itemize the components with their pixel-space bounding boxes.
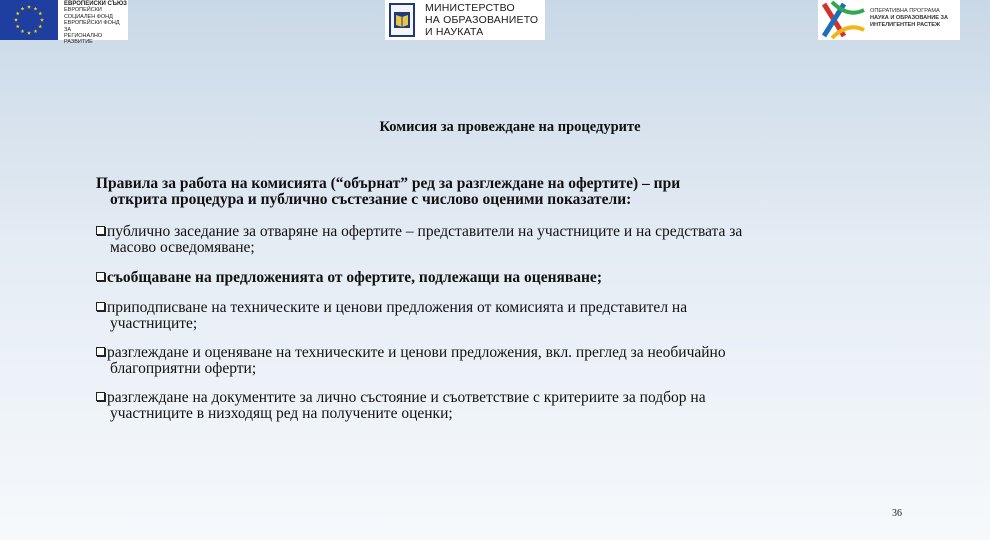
rules-heading-line2: открита процедура и публично състезание с числово оценими показатели: <box>110 191 632 208</box>
bullet-text-line1: публично заседание за отваряне на офертите – представители на участниците и на средствата за <box>107 223 743 240</box>
bullet-item-2 <box>96 270 896 286</box>
bullet-item-1 <box>96 224 896 256</box>
ministry-emblem-icon <box>389 3 415 37</box>
eu-logo-line4: ЕВРОПЕЙСКИ ФОНД ЗА <box>64 20 120 33</box>
checkbox-bullet-icon <box>96 392 105 401</box>
eu-logo-line3: СОЦИАЛЕН ФОНД <box>64 13 113 20</box>
bullet-item-3 <box>96 300 896 332</box>
ministry-logo-text <box>425 2 538 38</box>
bullet-text-line2: участниците в низходящ ред на получените оценки; <box>110 405 453 422</box>
checkbox-bullet-icon <box>96 226 105 235</box>
bullet-text-line2: масово осведомяване; <box>110 239 255 256</box>
bullet-text-line1: разглеждане на документите за лично състояние и съответствие с критериите за подбор на <box>107 389 706 406</box>
checkbox-bullet-icon <box>96 272 105 281</box>
bullet-item-5 <box>96 390 896 422</box>
bullet-text-line2: благоприятни оферти; <box>110 360 257 377</box>
ministry-line1: МИНИСТЕРСТВО <box>425 2 515 14</box>
rules-heading <box>96 176 856 208</box>
eu-flag-icon <box>0 0 58 40</box>
program-logo <box>818 0 960 40</box>
checkbox-bullet-icon <box>96 347 105 356</box>
logo-bar <box>0 0 960 46</box>
bullet-text-line2: участниците; <box>110 315 198 332</box>
ministry-logo <box>385 0 545 40</box>
bullet-text-line1: приподписване на техническите и ценови предложения от комисията и представител на <box>107 299 688 316</box>
eu-logo-title: ЕВРОПЕЙСКИ СЪЮЗ <box>64 1 127 7</box>
program-emblem-icon <box>818 0 868 40</box>
rules-heading-line1: Правила за работа на комисията (“обърнат” ред за разглеждане на офертите) – при <box>96 175 681 192</box>
eu-logo-line5: РЕГИОНАЛНО РАЗВИТИЕ <box>64 33 103 46</box>
program-line3: ИНТЕЛИГЕНТЕН РАСТЕЖ <box>870 22 941 28</box>
bullet-item-4 <box>96 345 896 377</box>
page-number: 36 <box>892 508 902 519</box>
checkbox-bullet-icon <box>96 302 105 311</box>
ministry-line3: И НАУКАТА <box>425 26 484 38</box>
slide-title: Комисия за провеждане на процедурите <box>379 119 641 135</box>
eu-logo <box>0 0 128 46</box>
book-icon <box>393 9 411 31</box>
program-line1: ОПЕРАТИВНА ПРОГРАМА <box>870 8 940 14</box>
program-logo-text <box>870 8 958 29</box>
eu-logo-text <box>58 0 128 46</box>
ministry-line2: НА ОБРАЗОВАНИЕТО <box>425 14 539 26</box>
bullet-text-line1: съобщаване на предложенията от офертите, подлежащи на оценяване; <box>107 269 602 286</box>
eu-stars-icon <box>0 0 58 40</box>
program-line2: НАУКА И ОБРАЗОВАНИЕ ЗА <box>870 15 949 21</box>
eu-logo-line2: ЕВРОПЕЙСКИ <box>64 7 102 14</box>
bullet-text-line1: разглеждане и оценяване на техническите и ценови предложения, вкл. преглед за необичайно <box>107 344 726 361</box>
